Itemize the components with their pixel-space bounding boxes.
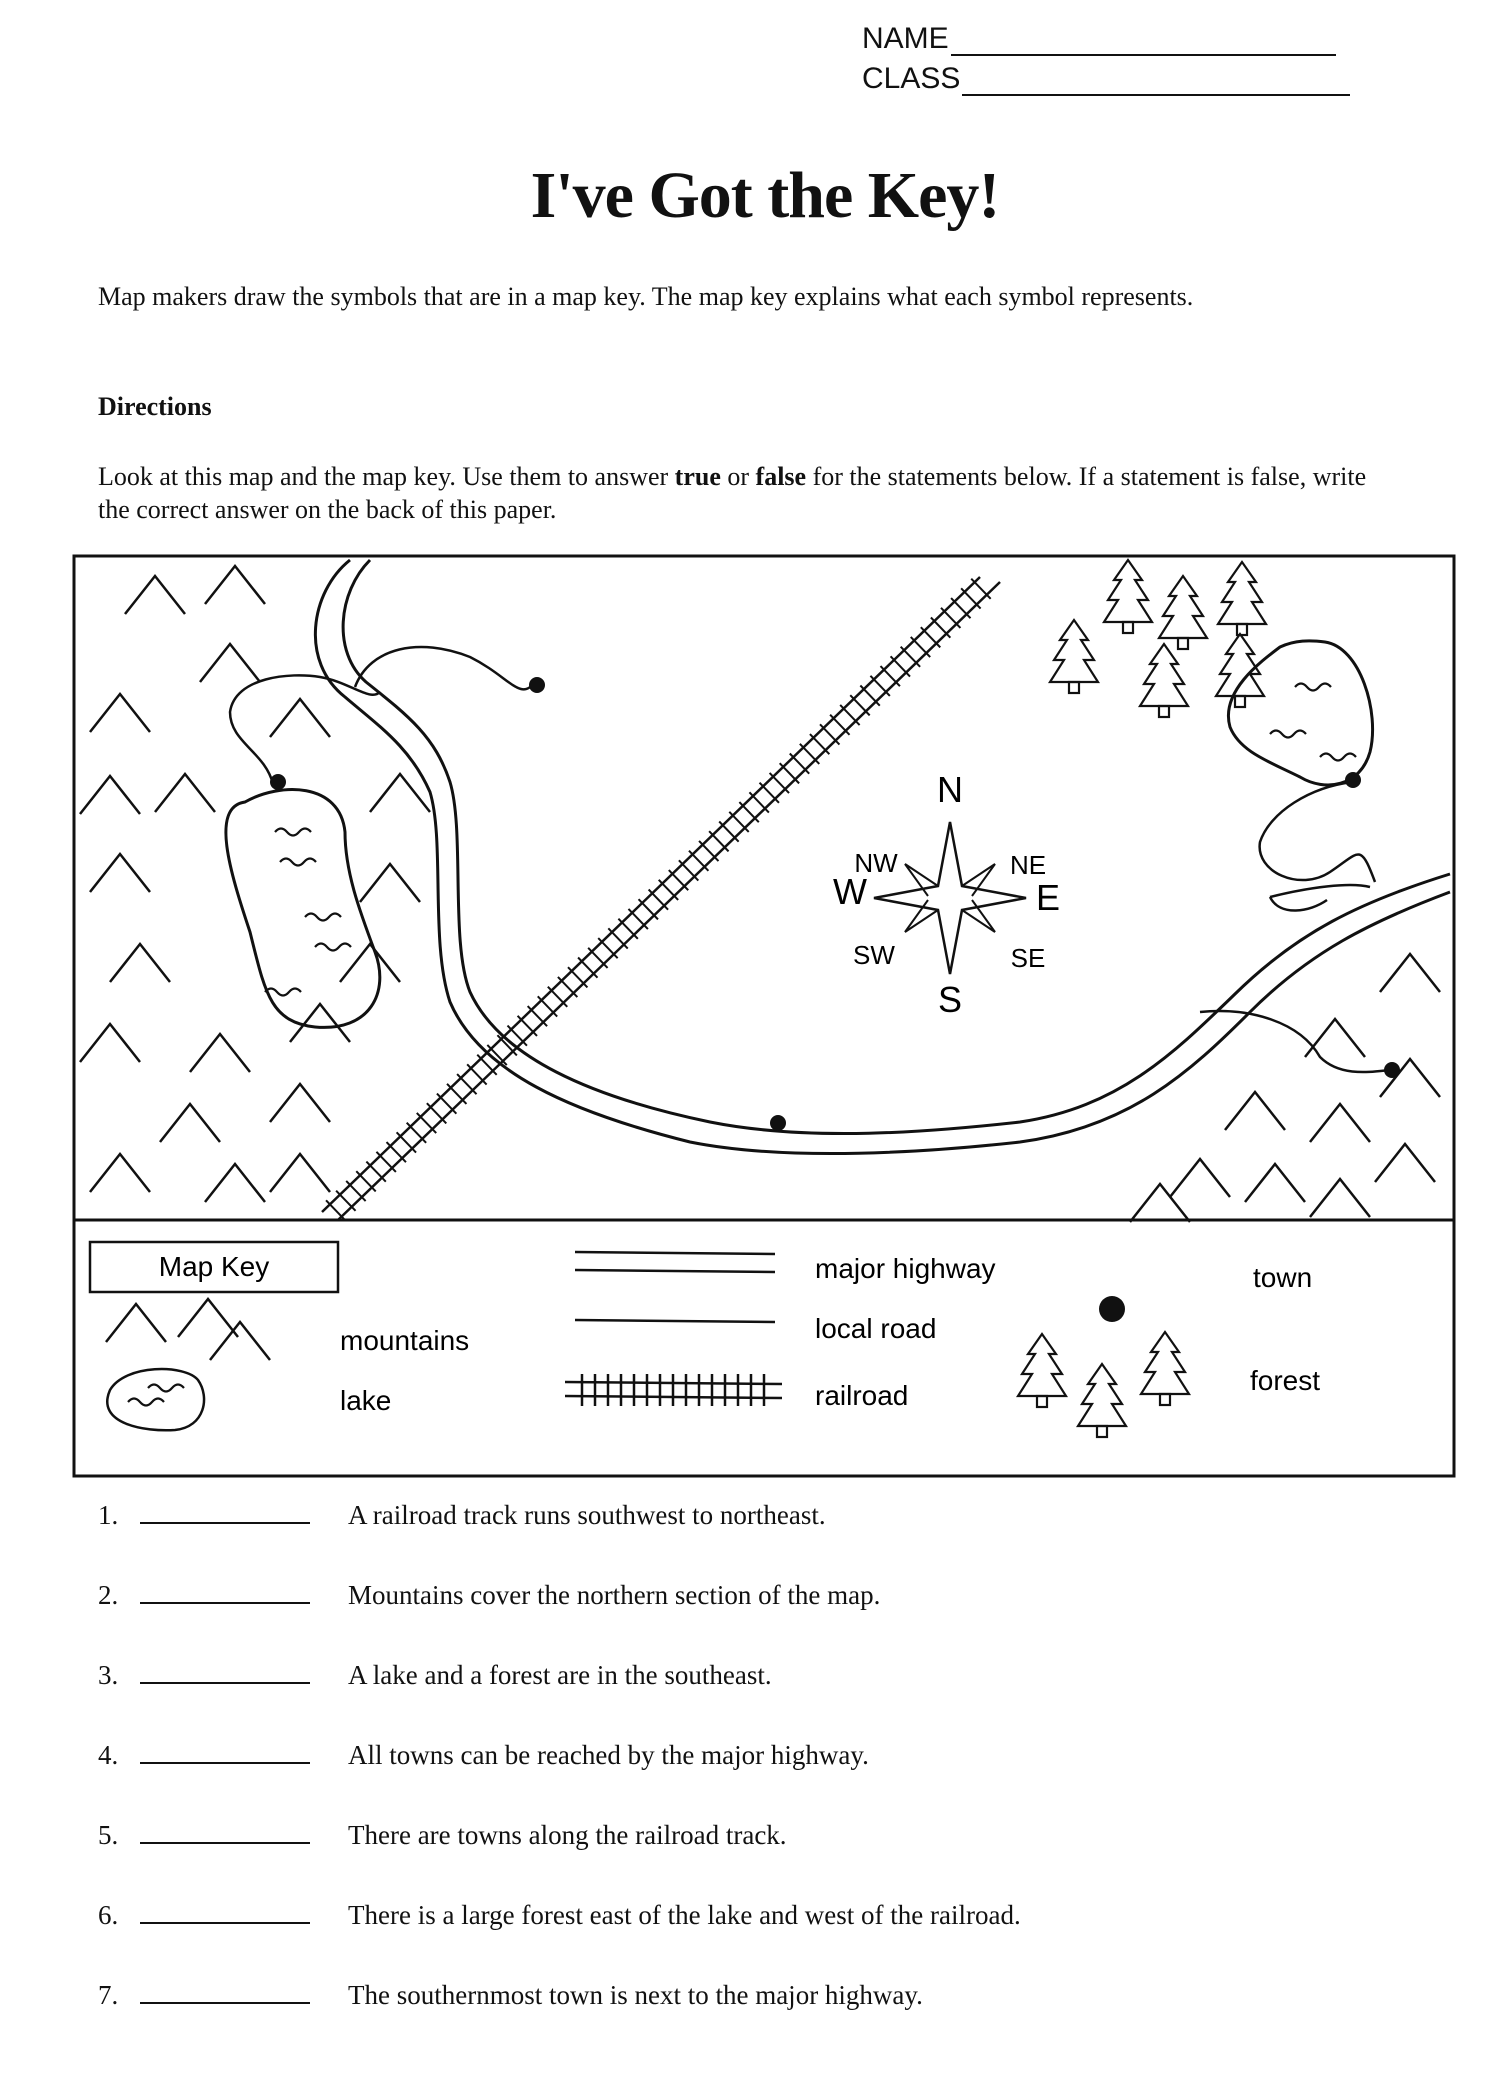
question-7 bbox=[98, 1980, 923, 2011]
key-forest-symbol bbox=[1018, 1332, 1189, 1437]
question-1 bbox=[98, 1500, 826, 1531]
question-3 bbox=[98, 1660, 772, 1691]
key-lake-label: lake bbox=[340, 1385, 392, 1416]
key-railroad-label: railroad bbox=[815, 1380, 909, 1411]
question-number: 2. bbox=[98, 1580, 119, 1610]
question-text: The southernmost town is next to the major highway. bbox=[348, 1980, 923, 2010]
class-label: CLASS bbox=[862, 62, 961, 95]
compass-nw: NW bbox=[854, 848, 898, 878]
railroad-track bbox=[322, 577, 1000, 1221]
key-mountains-symbol bbox=[106, 1299, 270, 1360]
lake-east bbox=[1228, 641, 1372, 785]
directions-heading: Directions bbox=[98, 392, 212, 421]
question-text: A lake and a forest are in the southeast. bbox=[348, 1660, 772, 1690]
name-field[interactable] bbox=[862, 22, 1336, 56]
compass-s: S bbox=[937, 979, 963, 1020]
question-text: A railroad track runs southwest to northeast. bbox=[348, 1500, 826, 1530]
question-4 bbox=[98, 1740, 869, 1771]
map-key-title: Map Key bbox=[158, 1251, 270, 1282]
compass-rose bbox=[833, 769, 1060, 1020]
compass-ne: NE bbox=[1009, 850, 1047, 880]
key-mountains-label: mountains bbox=[340, 1325, 470, 1356]
answer-blank[interactable] bbox=[140, 1580, 310, 1604]
question-number: 6. bbox=[98, 1900, 119, 1930]
question-text: All towns can be reached by the major highway. bbox=[348, 1740, 869, 1770]
compass-se: SE bbox=[1010, 943, 1046, 973]
false-word: false bbox=[755, 462, 807, 491]
true-word: true bbox=[674, 462, 721, 491]
question-number: 3. bbox=[98, 1660, 119, 1690]
question-text: Mountains cover the northern section of the map. bbox=[348, 1580, 881, 1610]
question-6 bbox=[98, 1900, 1021, 1931]
compass-w: W bbox=[833, 871, 867, 912]
question-2 bbox=[98, 1580, 880, 1611]
directions-text-1: Look at this map and the map key. Use them to answer bbox=[98, 462, 675, 491]
key-major-highway-symbol bbox=[575, 1252, 775, 1272]
mountains-southeast bbox=[1130, 954, 1440, 1222]
key-major-highway-label: major highway bbox=[815, 1253, 996, 1284]
answer-blank[interactable] bbox=[140, 1740, 310, 1764]
question-number: 4. bbox=[98, 1740, 119, 1770]
question-text: There is a large forest east of the lake and west of the railroad. bbox=[348, 1900, 1021, 1930]
key-forest-label: forest bbox=[1250, 1365, 1321, 1396]
key-town-symbol bbox=[1099, 1296, 1125, 1322]
mountains-west bbox=[80, 566, 430, 1202]
question-number: 5. bbox=[98, 1820, 119, 1850]
key-town-label: town bbox=[1253, 1262, 1313, 1293]
map-figure bbox=[70, 552, 1460, 1482]
key-local-road-symbol bbox=[575, 1320, 775, 1322]
local-roads bbox=[230, 647, 1390, 1072]
name-blank[interactable] bbox=[951, 24, 1336, 56]
answer-blank[interactable] bbox=[140, 1660, 310, 1684]
compass-sw: SW bbox=[853, 940, 895, 970]
compass-n: N bbox=[937, 769, 963, 810]
answer-blank[interactable] bbox=[140, 1980, 310, 2004]
directions-paragraph bbox=[98, 460, 1398, 526]
question-5 bbox=[98, 1820, 787, 1851]
question-number: 1. bbox=[98, 1500, 119, 1530]
question-number: 7. bbox=[98, 1980, 119, 2010]
name-label: NAME bbox=[862, 22, 949, 55]
directions-text-2: for the statements below. If a statement is false, write the correct answer on the back of this paper. bbox=[98, 462, 1367, 524]
answer-blank[interactable] bbox=[140, 1820, 310, 1844]
key-railroad-symbol bbox=[565, 1374, 782, 1406]
map-key bbox=[90, 1242, 1320, 1437]
page-title: I've Got the Key! bbox=[530, 159, 1000, 232]
class-blank[interactable] bbox=[962, 64, 1350, 96]
compass-e: E bbox=[1035, 877, 1061, 918]
question-text: There are towns along the railroad track. bbox=[348, 1820, 787, 1850]
key-lake-symbol bbox=[107, 1369, 204, 1430]
intro-paragraph: Map makers draw the symbols that are in a map key. The map key explains what each symbol represents. bbox=[98, 282, 1194, 311]
directions-or: or bbox=[720, 462, 756, 491]
class-field[interactable] bbox=[862, 62, 1350, 96]
answer-blank[interactable] bbox=[140, 1900, 310, 1924]
answer-blank[interactable] bbox=[140, 1500, 310, 1524]
lake-west bbox=[226, 790, 380, 1028]
key-local-road-label: local road bbox=[815, 1313, 937, 1344]
